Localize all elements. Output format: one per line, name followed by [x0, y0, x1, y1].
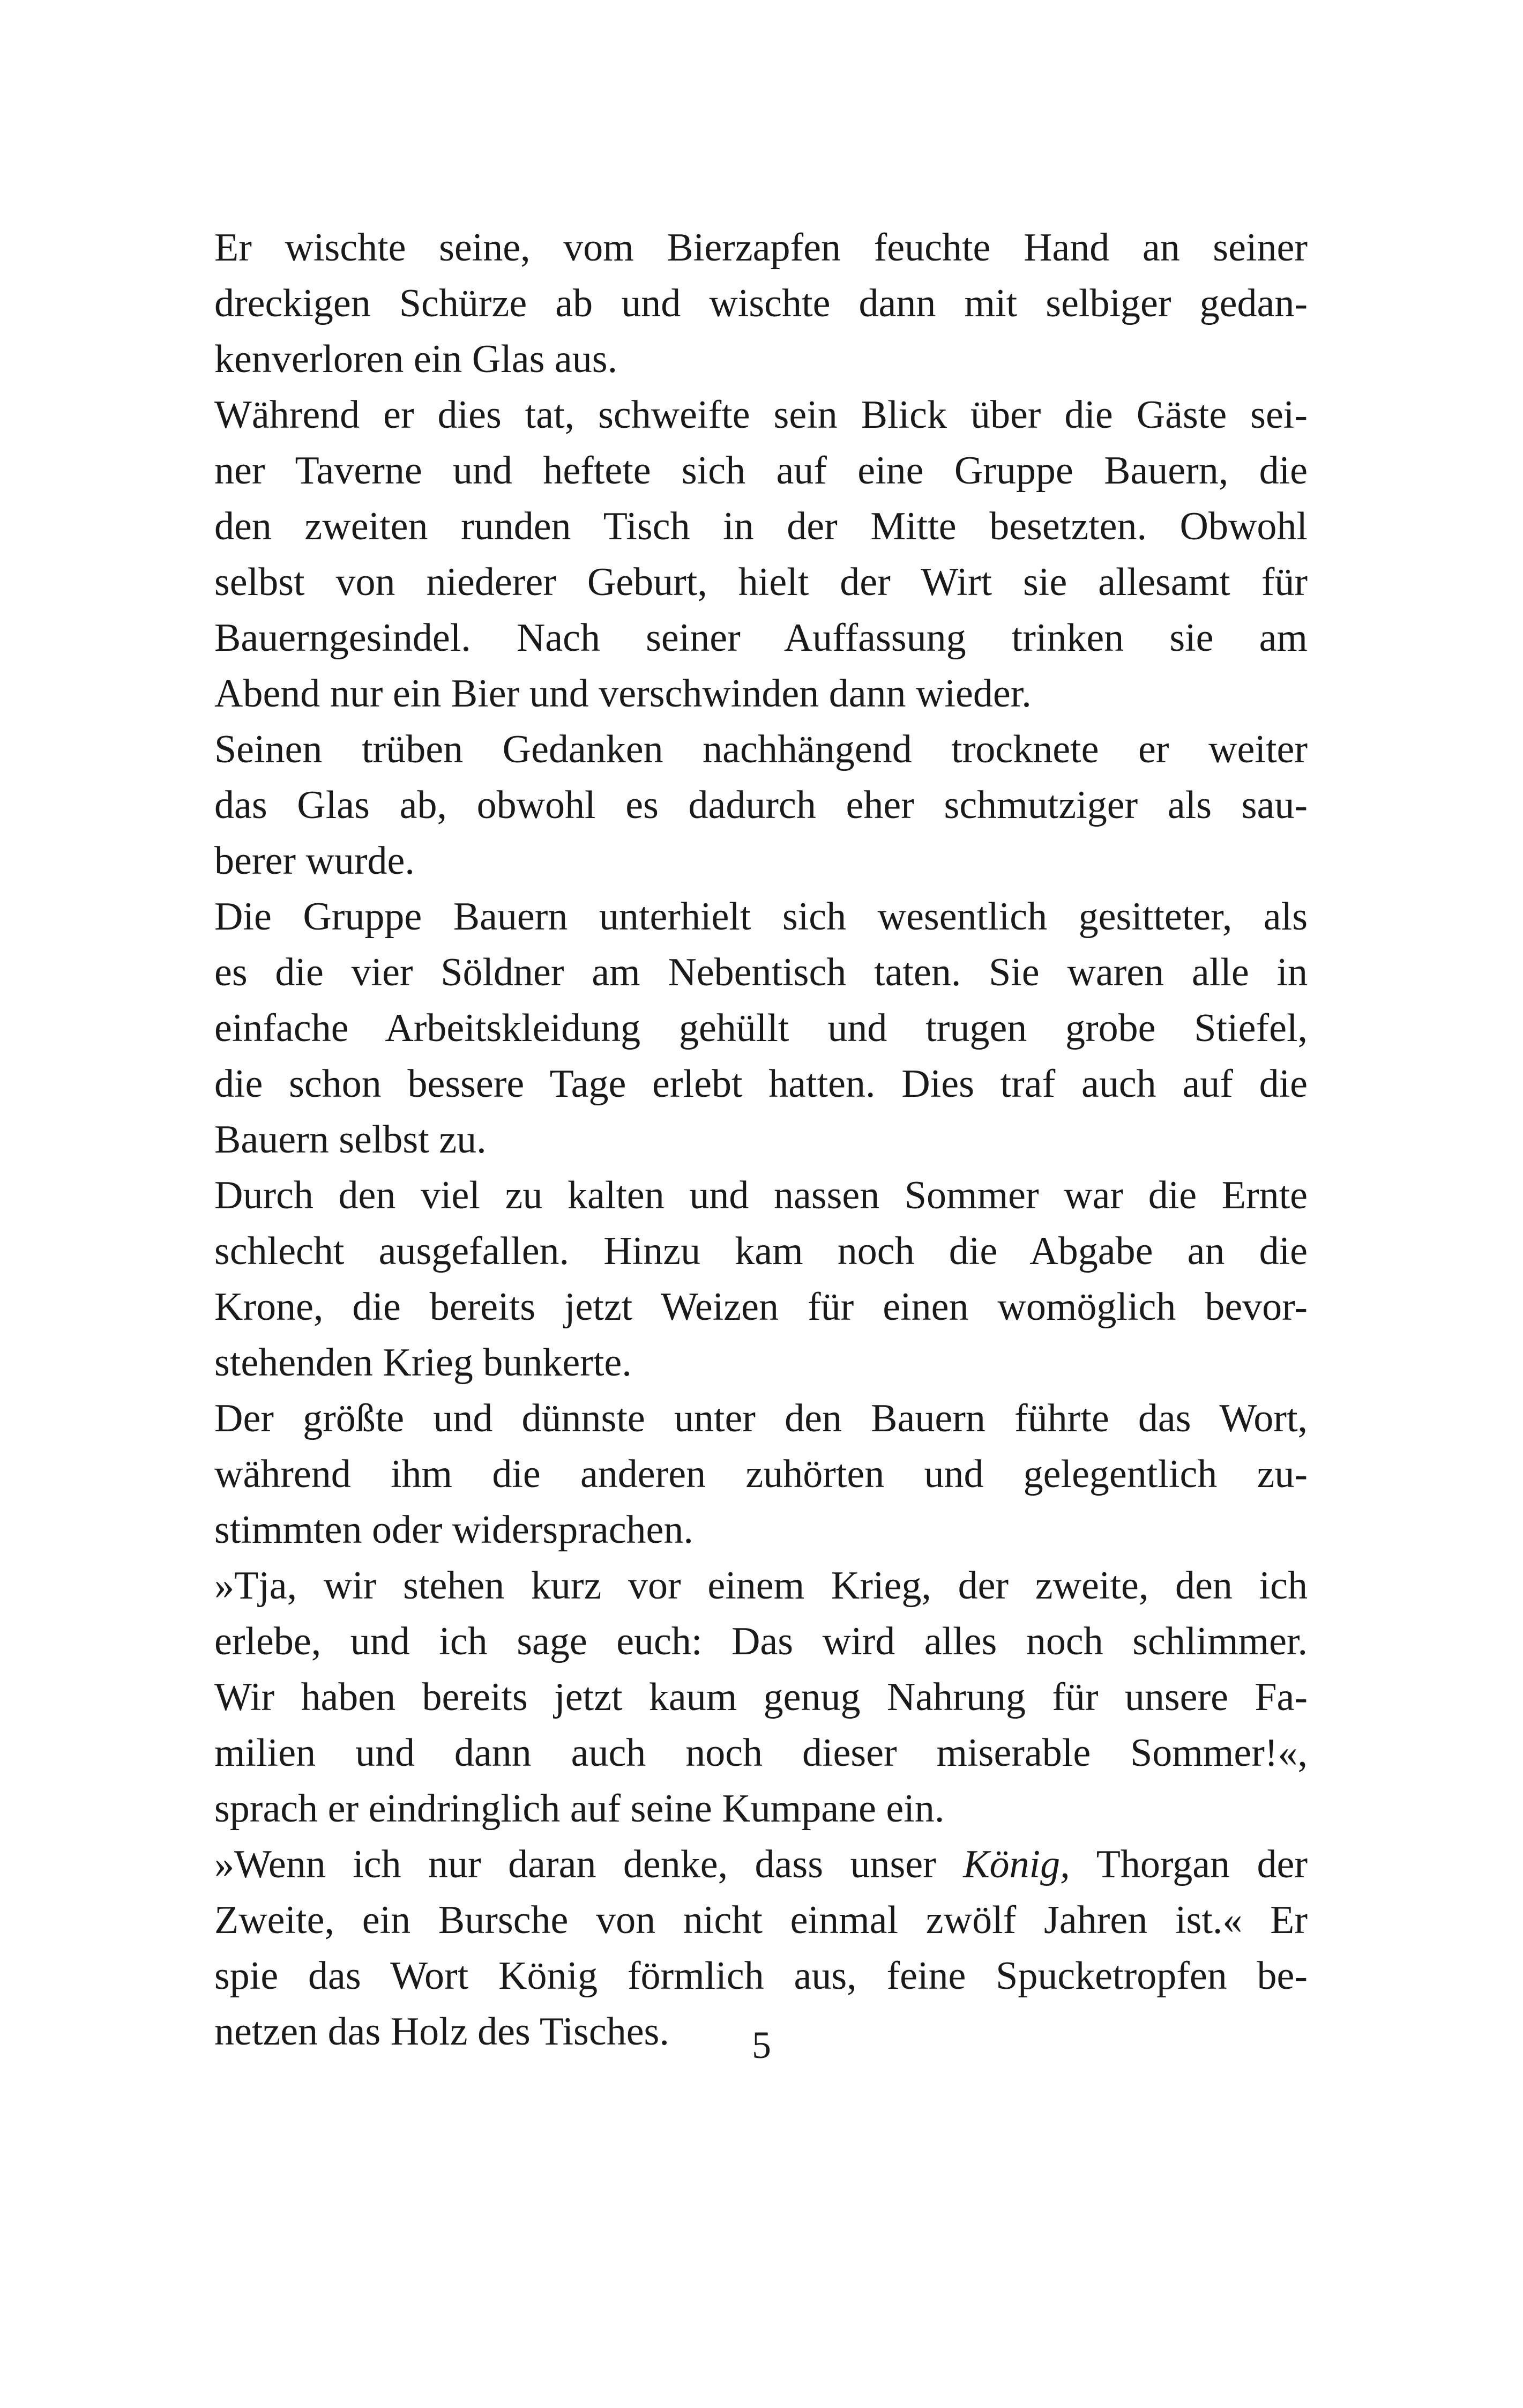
text-line: Zweite, ein Bursche von nicht einmal zwölf Jahren ist.« Er — [214, 1898, 1308, 1942]
text-line: schlecht ausgefallen. Hinzu kam noch die Abgabe an die — [214, 1229, 1308, 1273]
text-line: netzen das Holz des Tisches. — [214, 2010, 669, 2054]
text-line: die schon bessere Tage erlebt hatten. Dies traf auch auf die — [214, 1062, 1308, 1106]
text-line: das Glas ab, obwohl es dadurch eher schmutziger als sau- — [214, 783, 1308, 827]
text-line: ner Taverne und heftete sich auf eine Gruppe Bauern, die — [214, 449, 1308, 493]
text-line: berer wurde. — [214, 839, 415, 883]
text-line: erlebe, und ich sage euch: Das wird alles noch schlimmer. — [214, 1619, 1308, 1663]
text-line: »Tja, wir stehen kurz vor einem Krieg, der zweite, den ich — [214, 1564, 1308, 1608]
text-line: kenverloren ein Glas aus. — [214, 337, 618, 381]
text-line: Wir haben bereits jetzt kaum genug Nahrung für unsere Fa- — [214, 1675, 1308, 1719]
text-line: Bauern selbst zu. — [214, 1118, 487, 1162]
body-text — [214, 220, 1308, 2060]
text-line: Durch den viel zu kalten und nassen Sommer war die Ernte — [214, 1173, 1308, 1217]
text-line: Der größte und dünnste unter den Bauern führte das Wort, — [214, 1396, 1308, 1440]
text-line: milien und dann auch noch dieser miserable Sommer!«, — [214, 1731, 1308, 1775]
text-line: stimmten oder widersprachen. — [214, 1508, 693, 1552]
page-number: 5 — [752, 2024, 771, 2067]
text-line: Während er dies tat, schweifte sein Blick über die Gäste sei- — [214, 393, 1308, 437]
text-line: Abend nur ein Bier und verschwinden dann wieder. — [214, 672, 1032, 716]
text-line: Krone, die bereits jetzt Weizen für einen womöglich bevor- — [214, 1285, 1308, 1329]
text-line: dreckigen Schürze ab und wischte dann mit selbiger gedan- — [214, 281, 1308, 325]
text-line: den zweiten runden Tisch in der Mitte besetzten. Obwohl — [214, 504, 1308, 548]
text-line: Er wischte seine, vom Bierzapfen feuchte Hand an seiner — [214, 226, 1308, 270]
text-line: stehenden Krieg bunkerte. — [214, 1341, 632, 1385]
text-segment: »Wenn ich nur daran denke, dass unser — [214, 1842, 964, 1886]
text-line: spie das Wort König förmlich aus, feine Spucketropfen be- — [214, 1954, 1308, 1998]
text-line: während ihm die anderen zuhörten und gelegentlich zu- — [214, 1452, 1308, 1496]
text-line: einfache Arbeitskleidung gehüllt und trugen grobe Stiefel, — [214, 1006, 1308, 1050]
text-line: Die Gruppe Bauern unterhielt sich wesentlich gesitteter, als — [214, 895, 1308, 939]
text-line: Seinen trüben Gedanken nachhängend trocknete er weiter — [214, 727, 1308, 771]
text-line: selbst von niederer Geburt, hielt der Wirt sie allesamt für — [214, 560, 1308, 604]
text-line: Bauerngesindel. Nach seiner Auffassung trinken sie am — [214, 616, 1308, 660]
emphasized-word: König, — [963, 1842, 1070, 1886]
text-segment: Thorgan der — [1070, 1842, 1308, 1886]
text-line-with-emphasis — [214, 1837, 1308, 1892]
text-line: sprach er eindringlich auf seine Kumpane ein. — [214, 1787, 945, 1831]
text-line: es die vier Söldner am Nebentisch taten. Sie waren alle in — [214, 950, 1308, 994]
